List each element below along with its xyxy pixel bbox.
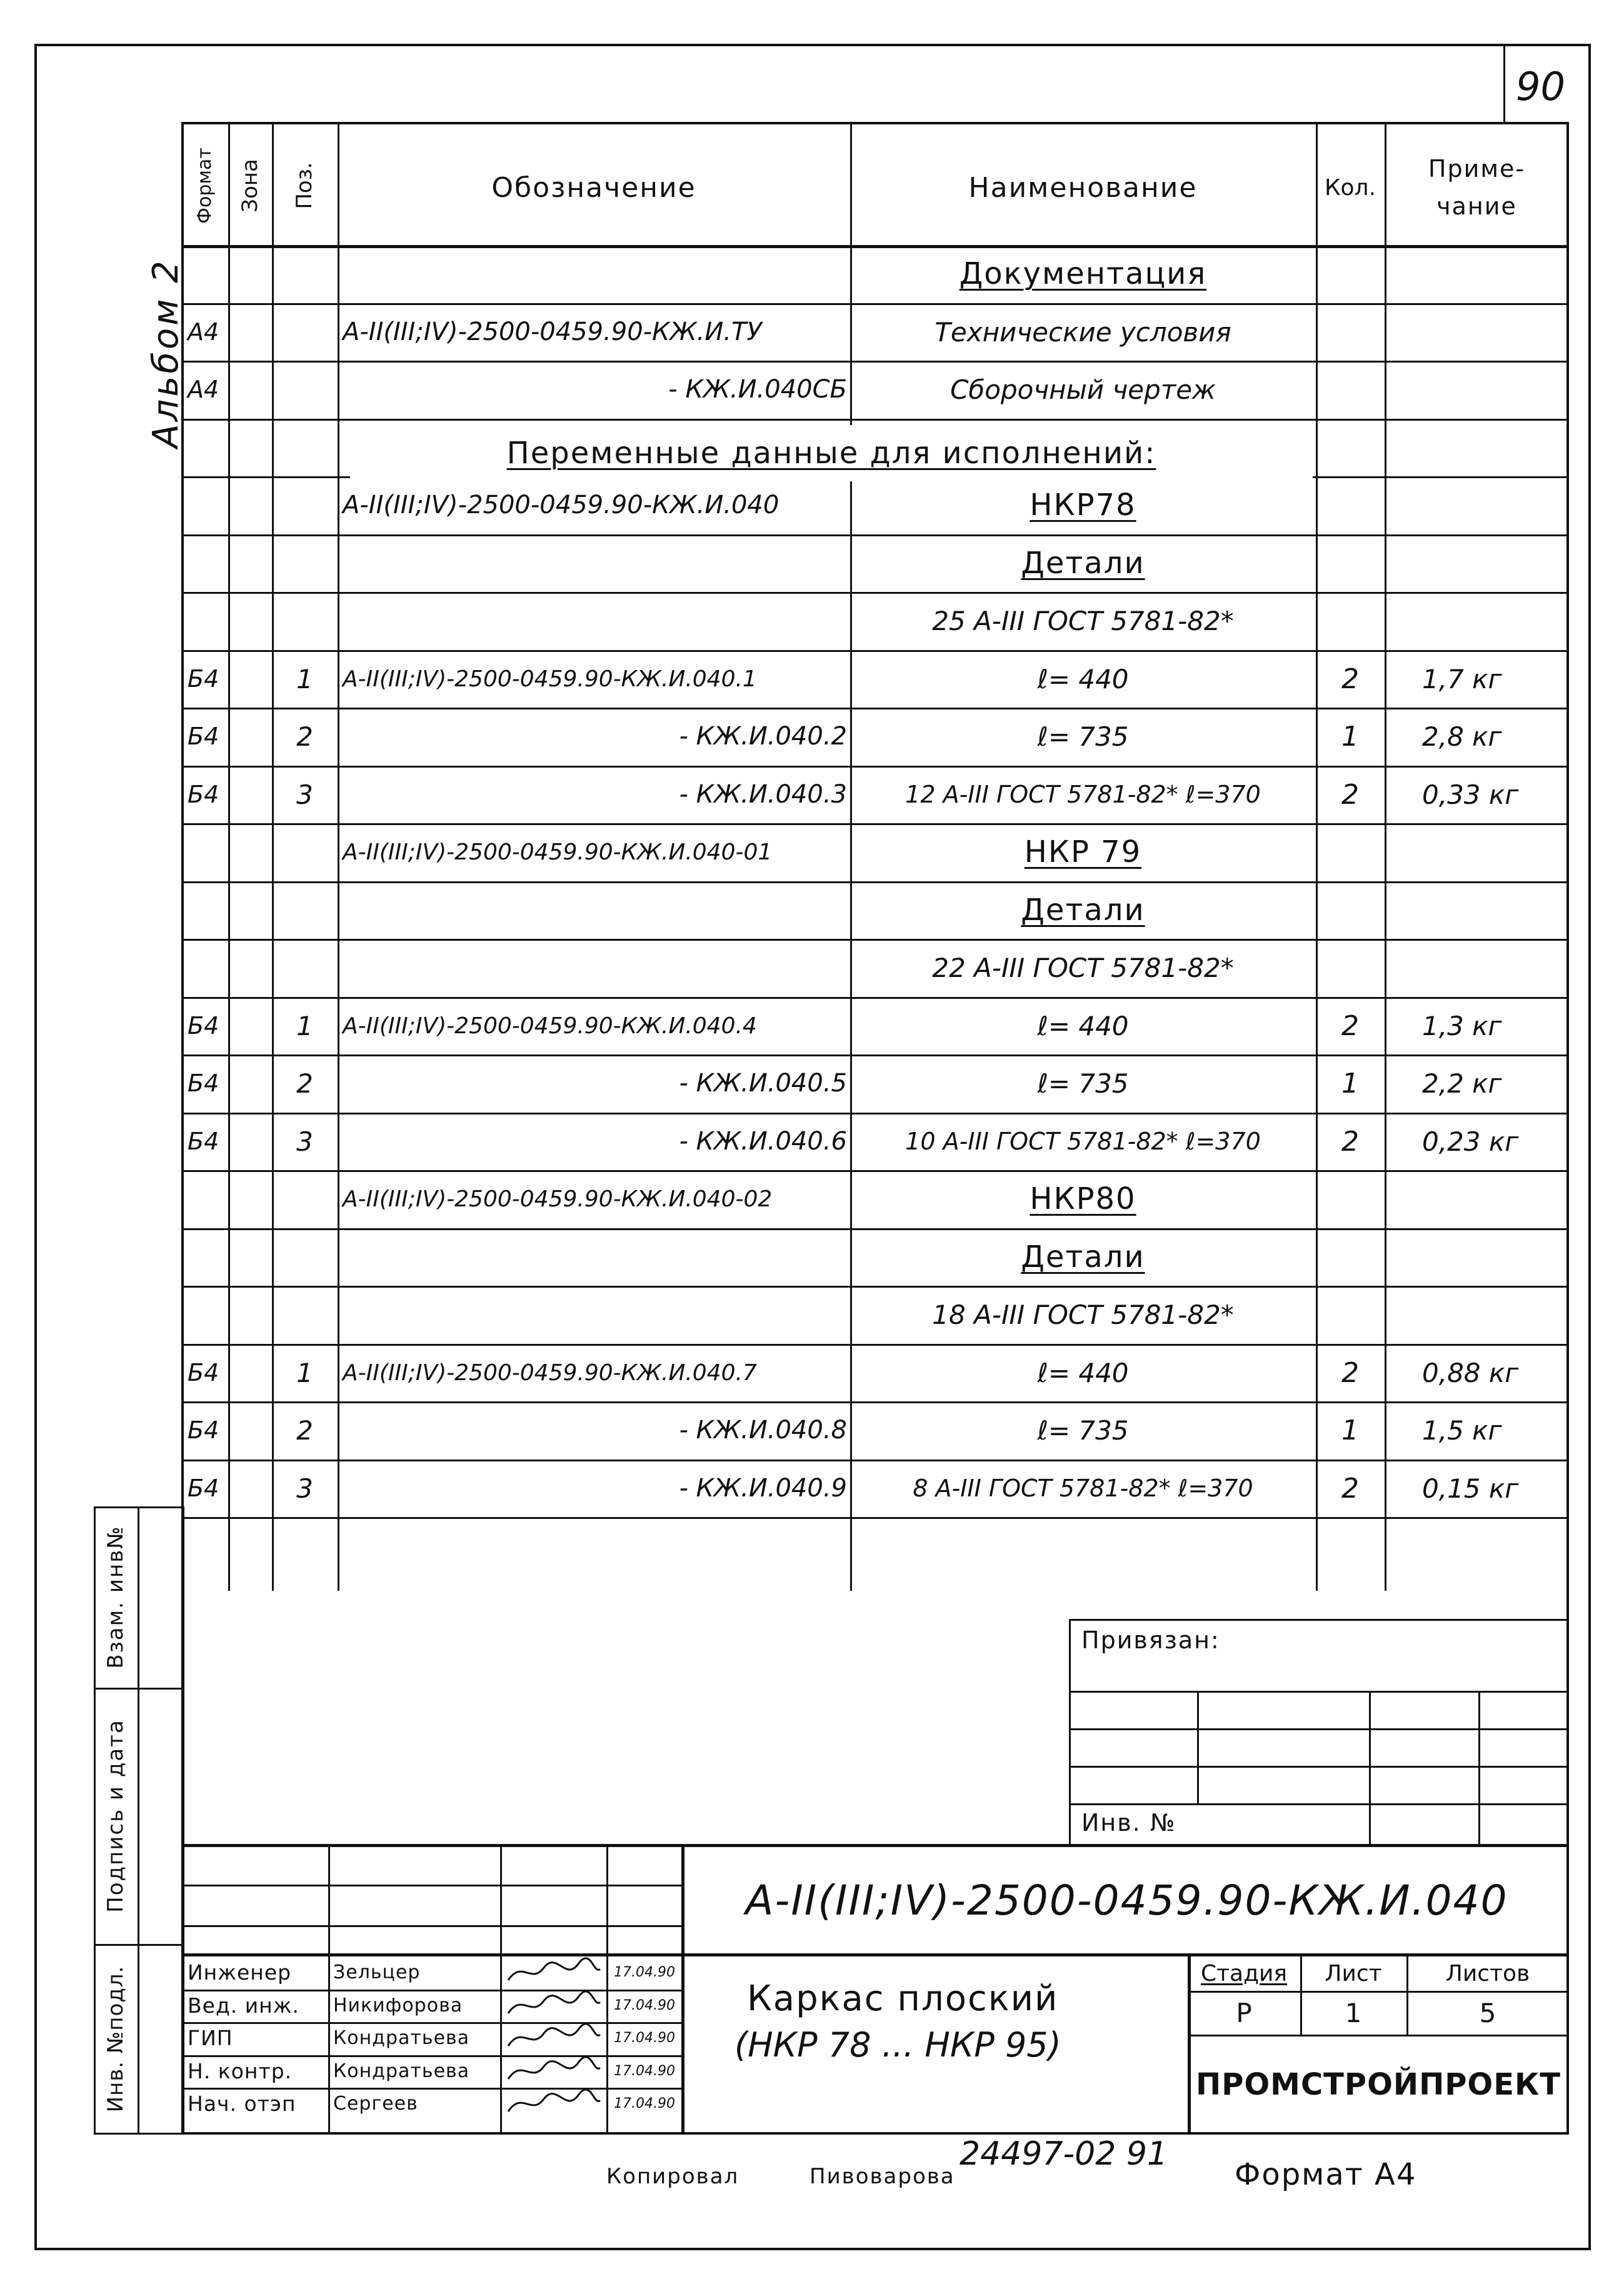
cell-designation xyxy=(338,534,847,593)
cell-qty xyxy=(1316,1170,1385,1228)
cell-qty xyxy=(1316,1228,1385,1286)
cell-note: 1,7 кг xyxy=(1422,663,1502,694)
cell-format xyxy=(188,534,228,593)
archive-number: 24497-02 91 xyxy=(960,2135,1168,2173)
cell-format xyxy=(188,592,228,650)
album-label: Альбом 2 xyxy=(145,258,186,448)
cell-name: Сборочный чертеж xyxy=(950,374,1216,405)
cell-note xyxy=(1385,1286,1569,1344)
privyazan-col-3 xyxy=(1478,1691,1480,1844)
cell-pos xyxy=(272,361,338,419)
cell-designation xyxy=(338,1228,847,1286)
cell-pos xyxy=(272,1228,338,1286)
cell-format: А4 xyxy=(188,376,219,404)
cell-format: Б4 xyxy=(188,1012,219,1040)
cell-name: Детали xyxy=(1021,1240,1145,1275)
cell-pos: 2 xyxy=(296,1415,313,1446)
cell-designation: А-II(III;IV)-2500-0459.90-КЖ.И.040.7 xyxy=(343,1360,757,1386)
col-line-zone xyxy=(228,122,230,1591)
cell-qty: 2 xyxy=(1341,1472,1359,1505)
cell-pos: 2 xyxy=(296,721,313,752)
cell-format: Б4 xyxy=(188,1069,219,1098)
cell-qty: 2 xyxy=(1341,1125,1359,1158)
cell-qty: 1 xyxy=(1341,1067,1359,1099)
privyazan-line-1 xyxy=(1069,1691,1569,1693)
cell-qty xyxy=(1316,1517,1385,1575)
cell-format xyxy=(188,1517,228,1575)
cell-pos xyxy=(272,939,338,997)
cell-qty xyxy=(1316,419,1385,477)
signature-mark xyxy=(503,1956,603,1988)
signer-date: 17.04.90 xyxy=(614,1965,675,1980)
cell-name: ℓ= 440 xyxy=(1037,1010,1129,1041)
cell-pos xyxy=(272,1517,338,1575)
cell-qty xyxy=(1316,823,1385,881)
copied-name: Пивоварова xyxy=(809,2164,955,2189)
cell-name: Технические условия xyxy=(935,316,1231,348)
cell-pos: 1 xyxy=(296,1010,313,1041)
cell-format xyxy=(188,245,228,303)
stage-value: Р xyxy=(1236,1998,1252,2028)
cell-qty: 2 xyxy=(1341,778,1359,811)
header-qty: Кол. xyxy=(1324,174,1376,201)
cell-note: 0,33 кг xyxy=(1422,779,1519,810)
cell-format: Б4 xyxy=(188,1359,219,1387)
doc-code: А-II(III;IV)-2500-0459.90-КЖ.И.040 xyxy=(745,1876,1508,1925)
privyazan-label: Привязан: xyxy=(1081,1626,1220,1654)
cell-note: 0,15 кг xyxy=(1422,1473,1519,1504)
cell-pos: 1 xyxy=(296,663,313,694)
cell-format xyxy=(188,1228,228,1286)
sheets-label: Листов xyxy=(1445,1961,1530,1986)
cell-note: 0,23 кг xyxy=(1422,1126,1519,1157)
cell-name: НКР78 xyxy=(1030,488,1136,523)
stage-row-2 xyxy=(1188,2035,1569,2036)
header-pos: Поз. xyxy=(292,162,317,209)
cell-qty xyxy=(1316,939,1385,997)
cell-name: НКР80 xyxy=(1030,1181,1136,1217)
cell-note xyxy=(1385,823,1569,881)
cell-designation xyxy=(338,592,847,650)
cell-qty xyxy=(1316,881,1385,939)
cell-designation: А-II(III;IV)-2500-0459.90-КЖ.И.040-02 xyxy=(343,1186,773,1212)
cell-format: Б4 xyxy=(188,1475,219,1503)
cell-designation xyxy=(338,939,847,997)
side-stamp-mid xyxy=(138,1506,139,2135)
signature-mark xyxy=(503,2088,603,2119)
tb-col-role xyxy=(328,1844,330,2135)
cell-format xyxy=(188,419,228,477)
cell-name: 12 А-III ГОСТ 5781-82* ℓ=370 xyxy=(905,781,1261,809)
cell-pos: 3 xyxy=(296,1126,313,1157)
cell-qty xyxy=(1316,592,1385,650)
signer-role: ГИП xyxy=(188,2026,233,2050)
header-note-2: чание xyxy=(1436,193,1517,220)
signer-name: Кондратьева xyxy=(333,2060,470,2082)
page-number: 90 xyxy=(1516,64,1565,109)
cell-note: 1,3 кг xyxy=(1422,1010,1502,1041)
cell-pos xyxy=(272,592,338,650)
cell-format xyxy=(188,1170,228,1228)
sheet-value: 1 xyxy=(1345,1998,1362,2028)
cell-name: Детали xyxy=(1021,893,1145,928)
cell-designation xyxy=(338,1517,847,1575)
side-vzam-inv: Взам. инв№ xyxy=(103,1525,128,1669)
cell-qty xyxy=(1316,476,1385,534)
signer-name: Зельцер xyxy=(333,1961,421,1983)
cell-note xyxy=(1385,1170,1569,1228)
cell-note xyxy=(1385,1517,1569,1575)
cell-pos xyxy=(272,823,338,881)
cell-designation xyxy=(338,245,847,303)
signer-role: Инженер xyxy=(188,1960,292,1985)
cell-qty: 2 xyxy=(1341,1356,1359,1389)
cell-note xyxy=(1385,303,1569,361)
cell-designation xyxy=(338,881,847,939)
cell-designation: А-II(III;IV)-2500-0459.90-КЖ.И.ТУ xyxy=(343,318,762,347)
cell-name: Документация xyxy=(959,256,1207,292)
cell-qty: 2 xyxy=(1341,663,1359,695)
signature-mark xyxy=(503,2022,603,2053)
cell-designation: А-II(III;IV)-2500-0459.90-КЖ.И.040.1 xyxy=(343,666,757,692)
cell-name: ℓ= 440 xyxy=(1037,1357,1129,1388)
cell-designation: А-II(III;IV)-2500-0459.90-КЖ.И.040.4 xyxy=(343,1013,757,1039)
cell-pos xyxy=(272,534,338,593)
cell-format xyxy=(188,476,228,534)
title-line-2: (НКР 78 ... НКР 95) xyxy=(734,2025,1061,2065)
cell-qty xyxy=(1316,361,1385,419)
cell-format: Б4 xyxy=(188,1128,219,1156)
format-label: Формат А4 xyxy=(1235,2157,1417,2192)
cell-name: НКР 79 xyxy=(1024,834,1142,870)
cell-format: Б4 xyxy=(188,1416,219,1445)
cell-note xyxy=(1385,881,1569,939)
cell-note xyxy=(1385,939,1569,997)
side-inv-podl: Инв. №подл. xyxy=(103,1965,128,2113)
cell-note xyxy=(1385,245,1569,303)
cell-note xyxy=(1385,534,1569,593)
organization: ПРОМСТРОЙПРОЕКТ xyxy=(1196,2067,1561,2102)
variable-data-heading: Переменные данные для исполнений: xyxy=(350,425,1313,481)
signer-role: Нач. отэп xyxy=(188,2091,296,2116)
cell-pos: 1 xyxy=(296,1357,313,1388)
cell-designation: - КЖ.И.040.5 xyxy=(679,1069,847,1098)
signature-mark xyxy=(503,2055,603,2086)
cell-note: 2,8 кг xyxy=(1422,721,1502,752)
cell-pos xyxy=(272,476,338,534)
cell-name: 25 А-III ГОСТ 5781-82* xyxy=(932,605,1234,636)
cell-name: ℓ= 735 xyxy=(1037,1068,1129,1099)
inv-label: Инв. № xyxy=(1081,1809,1176,1836)
privyazan-line-4 xyxy=(1069,1803,1569,1805)
cell-note xyxy=(1385,361,1569,419)
privyazan-col-2 xyxy=(1369,1691,1371,1844)
signature-mark xyxy=(503,1990,603,2021)
cell-designation: - КЖ.И.040.9 xyxy=(679,1474,847,1503)
cell-note xyxy=(1385,476,1569,534)
signer-date: 17.04.90 xyxy=(614,2063,675,2079)
cell-format xyxy=(188,881,228,939)
sheet-label: Лист xyxy=(1325,1961,1382,1986)
title-line-1: Каркас плоский xyxy=(747,1978,1059,2019)
cell-name: ℓ= 735 xyxy=(1037,1415,1129,1446)
cell-format xyxy=(188,939,228,997)
cell-pos: 3 xyxy=(296,1473,313,1504)
cell-name: 8 А-III ГОСТ 5781-82* ℓ=370 xyxy=(913,1475,1253,1503)
copied-label: Копировал xyxy=(606,2164,739,2189)
cell-name: 10 А-III ГОСТ 5781-82* ℓ=370 xyxy=(905,1128,1261,1156)
privyazan-line-3 xyxy=(1069,1766,1569,1768)
tb-col-name xyxy=(500,1844,502,2135)
signer-role: Вед. инж. xyxy=(188,1993,299,2018)
privyazan-col-1 xyxy=(1197,1691,1199,1803)
header-designation: Обозначение xyxy=(491,171,696,204)
cell-qty xyxy=(1316,534,1385,593)
cell-pos xyxy=(272,881,338,939)
cell-note: 2,2 кг xyxy=(1422,1068,1502,1099)
cell-format xyxy=(188,823,228,881)
privyazan-line-2 xyxy=(1069,1728,1569,1730)
cell-note: 0,88 кг xyxy=(1422,1357,1519,1388)
cell-name xyxy=(850,1517,1316,1575)
cell-designation: - КЖ.И.040СБ xyxy=(668,375,847,404)
signer-name: Сергеев xyxy=(333,2093,418,2115)
header-note-1: Приме- xyxy=(1428,155,1526,183)
cell-format: Б4 xyxy=(188,665,219,693)
privyazan-top xyxy=(1069,1619,1569,1621)
privyazan-left xyxy=(1069,1619,1071,1844)
cell-pos xyxy=(272,1286,338,1344)
cell-qty: 1 xyxy=(1341,1414,1359,1446)
cell-designation: - КЖ.И.040.6 xyxy=(679,1127,847,1156)
cell-pos xyxy=(272,303,338,361)
cell-pos xyxy=(272,419,338,477)
cell-designation: - КЖ.И.040.8 xyxy=(679,1416,847,1445)
cell-designation: - КЖ.И.040.2 xyxy=(679,722,847,751)
sheets-value: 5 xyxy=(1479,1998,1496,2028)
cell-designation: - КЖ.И.040.3 xyxy=(679,780,847,809)
cell-format: Б4 xyxy=(188,723,219,751)
header-name: Наименование xyxy=(968,171,1198,204)
cell-designation xyxy=(338,1286,847,1344)
cell-qty xyxy=(1316,245,1385,303)
signer-date: 17.04.90 xyxy=(614,1997,675,2013)
signer-date: 17.04.90 xyxy=(614,2096,675,2111)
cell-name: 18 А-III ГОСТ 5781-82* xyxy=(932,1299,1234,1330)
cell-qty: 2 xyxy=(1341,1009,1359,1042)
cell-format xyxy=(188,1286,228,1344)
cell-name: ℓ= 735 xyxy=(1037,721,1129,752)
cell-qty xyxy=(1316,1286,1385,1344)
cell-qty xyxy=(1316,303,1385,361)
cell-name: ℓ= 440 xyxy=(1037,663,1129,694)
signer-name: Кондратьева xyxy=(333,2027,470,2049)
signer-date: 17.04.90 xyxy=(614,2030,675,2046)
cell-note: 1,5 кг xyxy=(1422,1415,1502,1446)
cell-note xyxy=(1385,592,1569,650)
page-number-box-left xyxy=(1503,44,1505,122)
cell-note xyxy=(1385,419,1569,477)
cell-format: А4 xyxy=(188,318,219,346)
cell-format: Б4 xyxy=(188,781,219,809)
signer-role: Н. контр. xyxy=(188,2058,293,2083)
cell-designation: А-II(III;IV)-2500-0459.90-КЖ.И.040-01 xyxy=(343,839,773,865)
cell-pos: 3 xyxy=(296,779,313,810)
title-block-top xyxy=(181,1844,1569,1847)
header-format: Формат xyxy=(193,148,216,224)
cell-pos xyxy=(272,1170,338,1228)
cell-qty: 1 xyxy=(1341,720,1359,753)
side-podpis-data: Подпись и дата xyxy=(103,1719,128,1913)
cell-designation: А-II(III;IV)-2500-0459.90-КЖ.И.040 xyxy=(343,491,779,520)
cell-note xyxy=(1385,1228,1569,1286)
cell-name: Детали xyxy=(1021,546,1145,581)
cell-pos: 2 xyxy=(296,1068,313,1099)
header-zone: Зона xyxy=(238,159,263,213)
signer-name: Никифорова xyxy=(333,1994,463,2016)
cell-pos xyxy=(272,245,338,303)
stage-label: Стадия xyxy=(1200,1961,1288,1986)
cell-name: 22 А-III ГОСТ 5781-82* xyxy=(932,952,1234,983)
